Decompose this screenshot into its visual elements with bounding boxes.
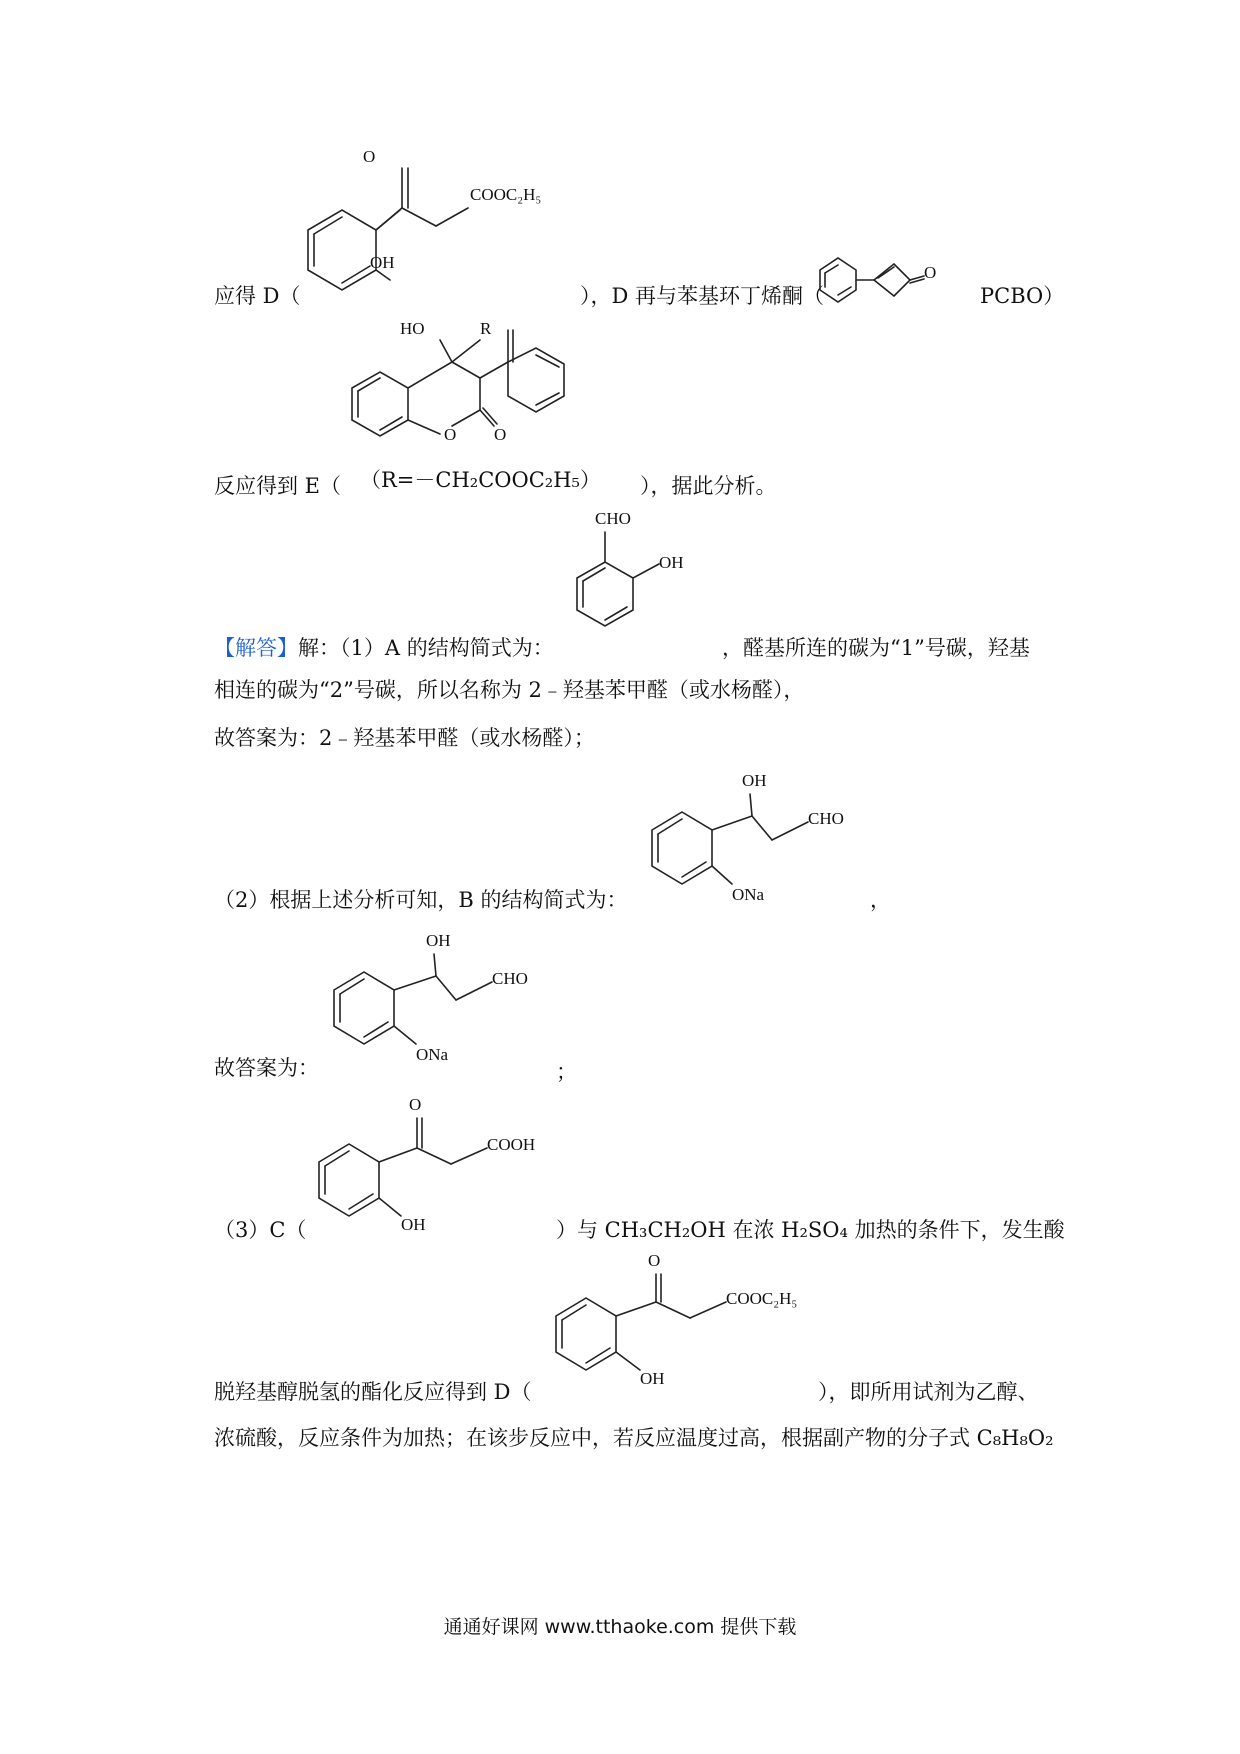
label-OH-A: OH [659, 553, 684, 572]
line-a3b-after: ），即所用试剂为乙醇、 [818, 1380, 1039, 1404]
label-COOC2H5: COOC₂H₅ [470, 185, 542, 204]
line-a3-after: ）与 CH₃CH₂OH 在浓 H₂SO₄ 加热的条件下，发生酸 [556, 1218, 1065, 1242]
label-OH-C: OH [401, 1215, 426, 1234]
structure-PCBO [812, 240, 992, 310]
line-p2-r: （R=－CH₂COOC₂H₅） [360, 468, 601, 492]
label-O-ring: O [444, 425, 457, 444]
line-a3c: 浓硫酸，反应条件为加热；在该步反应中，若反应温度过高，根据副产物的分子式 C₈H₈O₂ [214, 1426, 1054, 1450]
line-a2b: 故答案为： [214, 1056, 319, 1080]
line-a1b: 相连的碳为“2”号碳，所以名称为 2﹣羟基苯甲醛（或水杨醛）， [214, 678, 805, 702]
line-p2-after: ），据此分析。 [640, 474, 777, 498]
label-O-C: O [409, 1095, 422, 1114]
line-a1c: 故答案为：2﹣羟基苯甲醛（或水杨醛）； [214, 726, 595, 750]
label-OH-B2: OH [426, 931, 451, 950]
line-p2: 反应得到 E（ [214, 474, 342, 498]
structure-E [340, 316, 660, 446]
structure-D-answer [540, 1248, 840, 1398]
label-OH-D2: OH [640, 1369, 665, 1388]
label-CHO-B1: CHO [808, 809, 844, 828]
line-a1-after: ，醛基所连的碳为“1”号碳，羟基 [722, 636, 1030, 660]
label-COOH: COOH [487, 1135, 536, 1154]
footer: 通通好课网 www.tthaoke.com 提供下载 [443, 1616, 797, 1638]
structure-C [305, 1092, 565, 1242]
label-CHO-B2: CHO [492, 969, 528, 988]
line-p1: 应得 D（ [214, 284, 301, 308]
label-O: O [363, 147, 376, 166]
answer-tag: 【解答】 [214, 636, 298, 660]
label-HO: HO [400, 319, 425, 338]
structure-B-answer [316, 928, 576, 1078]
label-OH-B1: OH [742, 771, 767, 790]
label-O-pcbo: O [924, 263, 937, 282]
label-OH: OH [370, 253, 395, 272]
line-p1-after: ），D 再与苯基环丁烯酮（ [580, 284, 825, 308]
label-R: R [480, 319, 492, 338]
label-COOC2H5-D2: COOC₂H₅ [726, 1289, 798, 1308]
label-ONa-B2: ONa [416, 1045, 449, 1064]
structure-B-top [640, 768, 900, 918]
line-p1-tail: PCBO） [980, 284, 1065, 308]
label-ONa-B1: ONa [732, 885, 765, 904]
label-O-keto: O [494, 425, 507, 444]
line-a2-after: ， [870, 888, 891, 912]
line-a1: 【解答】解：（1）A 的结构简式为： [214, 636, 554, 660]
line-a2: （2）根据上述分析可知，B 的结构简式为： [214, 888, 628, 912]
line-a3b: 脱羟基醇脱氢的酯化反应得到 D（ [214, 1380, 532, 1404]
label-CHO: CHO [595, 509, 631, 528]
label-O-D2: O [648, 1251, 661, 1270]
structure-D-top [290, 147, 620, 300]
line-a3: （3）C（ [214, 1218, 307, 1242]
line-a2b-after: ； [556, 1060, 577, 1084]
